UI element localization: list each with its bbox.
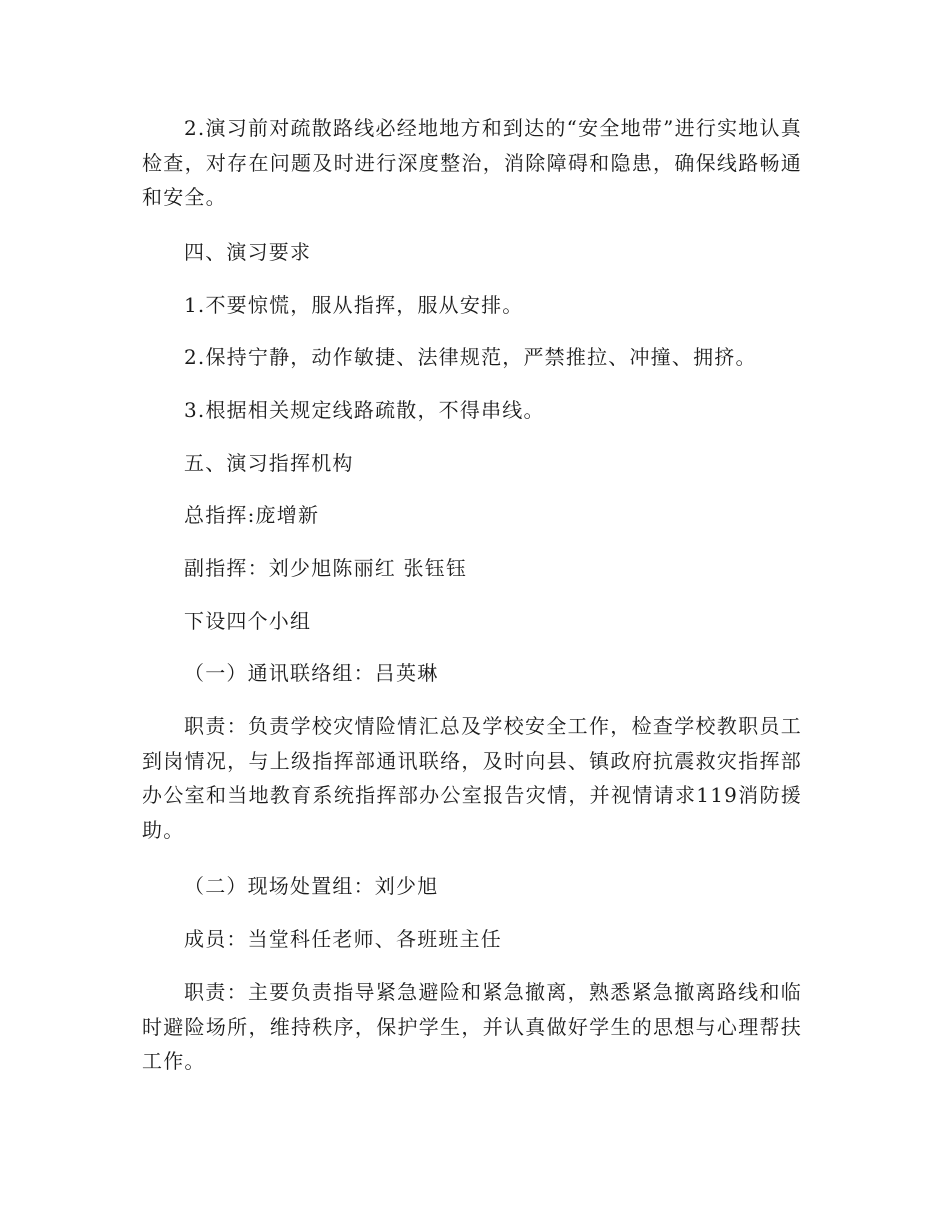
heading-command-structure: 五、演习指挥机构 [184, 451, 354, 475]
heading-drill-requirements: 四、演习要求 [184, 240, 312, 264]
group-onsite-duties: 职责：主要负责指导紧急避险和紧急撤离，熟悉紧急撤离路线和临时避险场所，维持秩序，保护学生，并认真做好学生的思想与心理帮扶工作。 [142, 980, 802, 1073]
chief-commander: 总指挥:庞增新 [184, 503, 320, 527]
group-onsite-title: （二）现场处置组：刘少旭 [184, 874, 439, 898]
requirement-item-1: 1.不要惊慌，服从指挥，服从安排。 [184, 293, 524, 317]
group-communications-duties: 职责：负责学校灾情险情汇总及学校安全工作，检查学校教职员工到岗情况，与上级指挥部通讯联络，及时向县、镇政府抗震救灾指挥部办公室和当地教育系统指挥部办公室报告灾情，并视情请求119消防援助。 [142, 714, 802, 842]
group-onsite-members: 成员：当堂科任老师、各班班主任 [184, 927, 502, 951]
group-communications-title: （一）通讯联络组：吕英琳 [184, 661, 439, 685]
deputy-commanders: 副指挥：刘少旭陈丽红 张钰钰 [184, 556, 468, 580]
requirement-item-3: 3.根据相关规定线路疏散，不得串线。 [184, 398, 545, 422]
paragraph-route-inspection: 2.演习前对疏散路线必经地地方和到达的“安全地带”进行实地认真检查，对存在问题及时进行深度整治，消除障碍和隐患，确保线路畅通和安全。 [142, 116, 802, 209]
requirement-item-2: 2.保持宁静，动作敏捷、法律规范，严禁推拉、冲撞、拥挤。 [184, 345, 757, 369]
subgroups-intro: 下设四个小组 [184, 609, 312, 633]
